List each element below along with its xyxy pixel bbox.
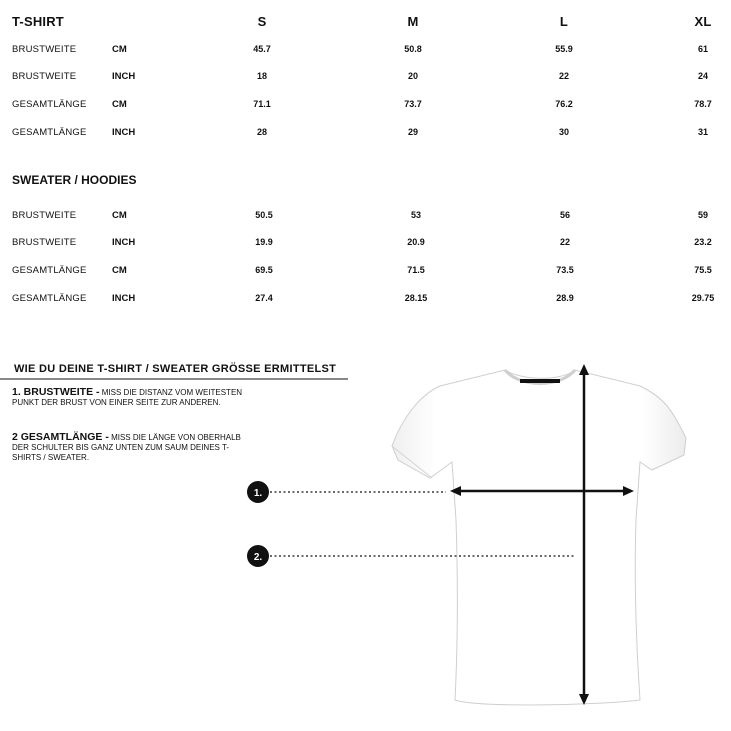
row-label: GESAMTLÄNGE: [12, 99, 87, 110]
guide-title: WIE DU DEINE T-SHIRT / SWEATER GRÖSSE ERMITTELST: [14, 363, 337, 375]
size-header-m: M: [407, 14, 419, 29]
step1-title: 1. BRUSTWEITE -: [12, 386, 100, 398]
cell-value: 59: [697, 210, 709, 220]
sweater-title: SWEATER / HOODIES: [12, 173, 137, 187]
row-label: GESAMTLÄNGE: [12, 127, 87, 138]
row-label: GESAMTLÄNGE: [12, 265, 87, 276]
cell-value: 53: [410, 210, 422, 220]
cell-value: 69.5: [255, 265, 273, 275]
row-unit: INCH: [112, 127, 136, 138]
row-unit: CM: [112, 44, 127, 55]
size-header-s: S: [257, 14, 267, 29]
cell-value: 29: [407, 127, 419, 137]
row-unit: INCH: [112, 237, 136, 248]
cell-value: 18: [256, 71, 268, 81]
cell-value: 20.9: [407, 237, 425, 247]
step1-text: MISS DIE DISTANZ VOM WEITESTEN PUNKT DER BRUST VON EINER SEITE ZUR ANDEREN.: [12, 388, 243, 407]
size-header-xl: XL: [694, 14, 712, 29]
row-unit: INCH: [112, 293, 136, 304]
row-label: BRUSTWEITE: [12, 237, 77, 248]
cell-value: 20: [407, 71, 419, 81]
row-label: BRUSTWEITE: [12, 44, 77, 55]
row-unit: INCH: [112, 71, 136, 82]
cell-value: 27.4: [255, 293, 273, 303]
marker-1-label: 1.: [253, 488, 263, 499]
cell-value: 22: [559, 237, 571, 247]
shirt-body: [392, 370, 686, 705]
cell-value: 23.2: [694, 237, 712, 247]
cell-value: 28: [256, 127, 268, 137]
marker-2-label: 2.: [253, 552, 263, 563]
cell-value: 28.15: [404, 293, 428, 303]
cell-value: 30: [558, 127, 570, 137]
cell-value: 22: [558, 71, 570, 81]
cell-value: 19.9: [255, 237, 273, 247]
cell-value: 50.5: [255, 210, 273, 220]
cell-value: 71.1: [253, 99, 271, 109]
cell-value: 75.5: [694, 265, 712, 275]
cell-value: 31: [697, 127, 709, 137]
cell-value: 24: [697, 71, 709, 81]
size-header-l: L: [559, 14, 569, 29]
tshirt-title: T-SHIRT: [12, 14, 64, 29]
step2-title: 2 GESAMTLÄNGE -: [12, 431, 109, 443]
cell-value: 56: [559, 210, 571, 220]
row-unit: CM: [112, 210, 127, 221]
cell-value: 71.5: [407, 265, 425, 275]
cell-value: 78.7: [694, 99, 712, 109]
row-unit: CM: [112, 99, 127, 110]
cell-value: 45.7: [253, 44, 271, 54]
cell-value: 50.8: [404, 44, 422, 54]
row-label: BRUSTWEITE: [12, 210, 77, 221]
row-label: GESAMTLÄNGE: [12, 293, 87, 304]
cell-value: 73.7: [404, 99, 422, 109]
step2-text: MISS DIE LÄNGE VON OBERHALB DER SCHULTER BIS GANZ UNTEN ZUM SAUM DEINES T-SHIRTS / SWEATER.: [12, 433, 241, 462]
cell-value: 61: [697, 44, 709, 54]
cell-value: 55.9: [555, 44, 573, 54]
cell-value: 29.75: [691, 293, 715, 303]
shirt-label-icon: [520, 379, 560, 383]
cell-value: 28.9: [556, 293, 574, 303]
cell-value: 76.2: [555, 99, 573, 109]
cell-value: 73.5: [556, 265, 574, 275]
row-unit: CM: [112, 265, 127, 276]
row-label: BRUSTWEITE: [12, 71, 77, 82]
length-arrowhead-top: [579, 364, 589, 375]
